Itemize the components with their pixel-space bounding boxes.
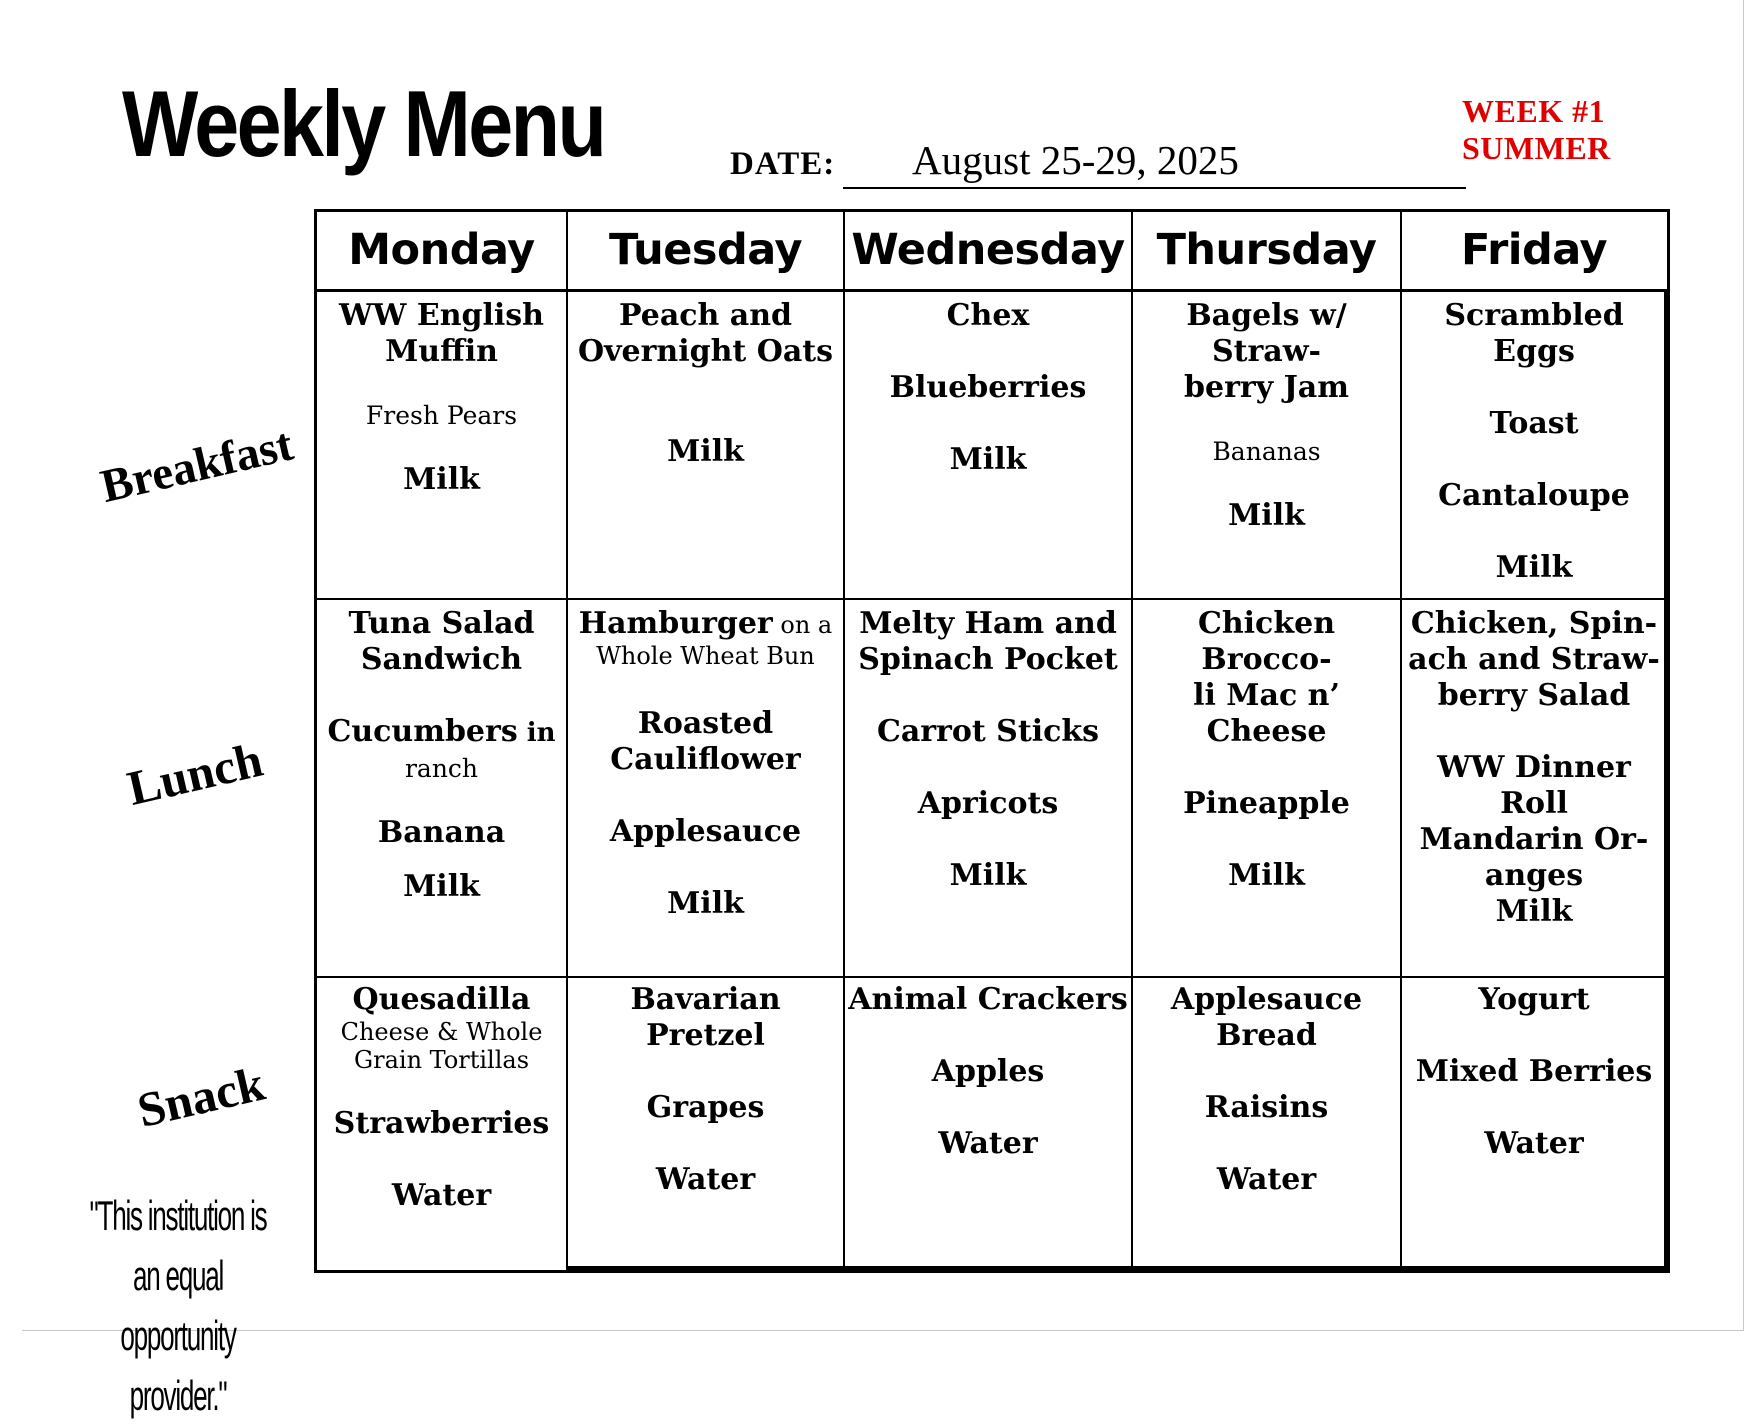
menu-item: Applesauce bbox=[609, 814, 802, 849]
menu-item: Milk bbox=[1495, 550, 1573, 585]
lunch-thursday bbox=[1133, 606, 1400, 894]
snack-tuesday bbox=[568, 982, 843, 1198]
grid-bottom-shadow bbox=[567, 1266, 1670, 1271]
menu-item: Quesadilla bbox=[352, 982, 531, 1017]
menu-item: Raisins bbox=[1204, 1090, 1329, 1125]
snack-friday bbox=[1402, 982, 1666, 1162]
day-header-tuesday: Tuesday bbox=[609, 225, 802, 275]
snack-thursday bbox=[1133, 982, 1400, 1198]
snack-wednesday bbox=[845, 982, 1131, 1162]
menu-item: Peach and bbox=[618, 298, 793, 333]
menu-item: Overnight Oats bbox=[577, 334, 834, 369]
week-number: WEEK #1 bbox=[1462, 93, 1606, 129]
menu-item: Animal Crackers bbox=[848, 982, 1128, 1017]
lunch-tuesday bbox=[568, 606, 843, 922]
menu-item: Bread bbox=[1216, 1018, 1317, 1053]
week-badge bbox=[1462, 93, 1611, 167]
menu-item: Milk bbox=[949, 858, 1027, 893]
breakfast-tuesday bbox=[568, 298, 843, 470]
menu-item: Chex bbox=[946, 298, 1030, 333]
menu-item: Bavarian Pretzel bbox=[630, 982, 781, 1053]
menu-item: WW English bbox=[339, 298, 544, 333]
menu-item: in bbox=[517, 718, 556, 748]
menu-item: Tuna Salad bbox=[348, 606, 535, 641]
menu-item: Roll bbox=[1500, 786, 1568, 821]
menu-item: anges bbox=[1484, 858, 1584, 893]
menu-item: Milk bbox=[1228, 858, 1305, 893]
lunch-friday bbox=[1402, 606, 1666, 930]
menu-item: on a bbox=[772, 611, 833, 639]
statement-line-2: opportunity provider." bbox=[120, 1312, 236, 1419]
statement-line-1: "This institution is an equal bbox=[89, 1192, 267, 1299]
menu-item: Milk bbox=[1495, 894, 1573, 929]
page-title: Weekly Menu bbox=[122, 71, 605, 176]
grid-row-divider-1 bbox=[314, 598, 1670, 600]
menu-item: berry Jam bbox=[1184, 370, 1349, 405]
menu-item: Bagels w/ Straw- bbox=[1186, 298, 1347, 369]
menu-item: Strawberries bbox=[333, 1106, 550, 1141]
menu-item: Cantaloupe bbox=[1438, 478, 1630, 513]
grid-row-divider-2 bbox=[314, 976, 1670, 978]
date-underline bbox=[843, 187, 1466, 189]
menu-item: Milk bbox=[1228, 498, 1305, 533]
menu-item: Water bbox=[1484, 1126, 1584, 1161]
menu-item: Spinach Pocket bbox=[858, 642, 1118, 677]
menu-item: Blueberries bbox=[889, 370, 1087, 405]
page-border-right bbox=[1743, 0, 1744, 1330]
menu-item: Milk bbox=[667, 434, 744, 469]
breakfast-friday bbox=[1402, 298, 1666, 586]
menu-item: Water bbox=[391, 1178, 492, 1213]
day-header-wednesday: Wednesday bbox=[851, 225, 1125, 275]
menu-item: Chicken Brocco- bbox=[1197, 606, 1336, 677]
menu-item: Muffin bbox=[385, 334, 498, 369]
menu-item: Grain Tortillas bbox=[353, 1046, 530, 1074]
menu-item: Milk bbox=[403, 869, 480, 904]
menu-item: Pineapple bbox=[1183, 786, 1350, 821]
menu-item: Toast bbox=[1489, 406, 1579, 441]
menu-item: Mandarin Or- bbox=[1419, 822, 1649, 857]
meal-label-breakfast: Breakfast bbox=[96, 418, 298, 514]
meal-label-snack: Snack bbox=[132, 1055, 270, 1139]
page-border-bottom bbox=[22, 1330, 1744, 1331]
menu-item: ranch bbox=[404, 754, 479, 783]
menu-item: Milk bbox=[667, 886, 744, 921]
menu-item: Grapes bbox=[646, 1090, 765, 1125]
menu-item: Applesauce bbox=[1170, 982, 1363, 1017]
date-label: DATE: bbox=[730, 146, 836, 182]
menu-item: li Mac n’ Cheese bbox=[1193, 678, 1340, 749]
menu-item: Apples bbox=[931, 1054, 1045, 1089]
menu-item: Chicken, Spin- bbox=[1410, 606, 1658, 641]
menu-item: Cucumbers bbox=[327, 714, 518, 749]
equal-opportunity-statement bbox=[85, 1186, 271, 1426]
date-value: August 25-29, 2025 bbox=[912, 137, 1239, 183]
meal-label-lunch: Lunch bbox=[122, 731, 268, 817]
week-season: SUMMER bbox=[1462, 130, 1611, 166]
menu-item: Banana bbox=[377, 815, 506, 850]
menu-item: berry Salad bbox=[1437, 678, 1631, 713]
menu-item: Water bbox=[938, 1126, 1038, 1161]
lunch-monday bbox=[317, 606, 566, 905]
menu-item: Yogurt bbox=[1478, 982, 1590, 1017]
menu-item: Milk bbox=[403, 462, 480, 497]
day-header-thursday: Thursday bbox=[1156, 225, 1377, 275]
menu-item: WW Dinner bbox=[1437, 750, 1631, 785]
menu-item: Cauliflower bbox=[610, 742, 801, 777]
snack-monday bbox=[317, 982, 566, 1214]
menu-item: Water bbox=[655, 1162, 756, 1197]
menu-item: Mixed Berries bbox=[1415, 1054, 1653, 1089]
breakfast-wednesday bbox=[845, 298, 1131, 478]
menu-item: Scrambled Eggs bbox=[1444, 298, 1624, 369]
menu-item: Melty Ham and bbox=[859, 606, 1117, 641]
lunch-wednesday bbox=[845, 606, 1131, 894]
breakfast-thursday bbox=[1133, 298, 1400, 534]
menu-item: Sandwich bbox=[360, 642, 523, 677]
day-header-monday: Monday bbox=[348, 225, 535, 275]
breakfast-monday bbox=[317, 298, 566, 498]
menu-item: Bananas bbox=[1212, 437, 1321, 466]
day-header-friday: Friday bbox=[1460, 225, 1608, 275]
menu-item: Cheese & Whole bbox=[340, 1018, 543, 1046]
menu-item: Roasted bbox=[637, 706, 774, 741]
menu-item: ach and Straw- bbox=[1408, 642, 1660, 677]
menu-item: Milk bbox=[949, 442, 1027, 477]
menu-item: Apricots bbox=[917, 786, 1059, 821]
menu-item: Carrot Sticks bbox=[876, 714, 1100, 749]
menu-item: Whole Wheat Bun bbox=[596, 642, 815, 670]
menu-item: Water bbox=[1216, 1162, 1317, 1197]
menu-item: Hamburger bbox=[578, 606, 773, 641]
menu-item: Fresh Pears bbox=[365, 401, 518, 430]
